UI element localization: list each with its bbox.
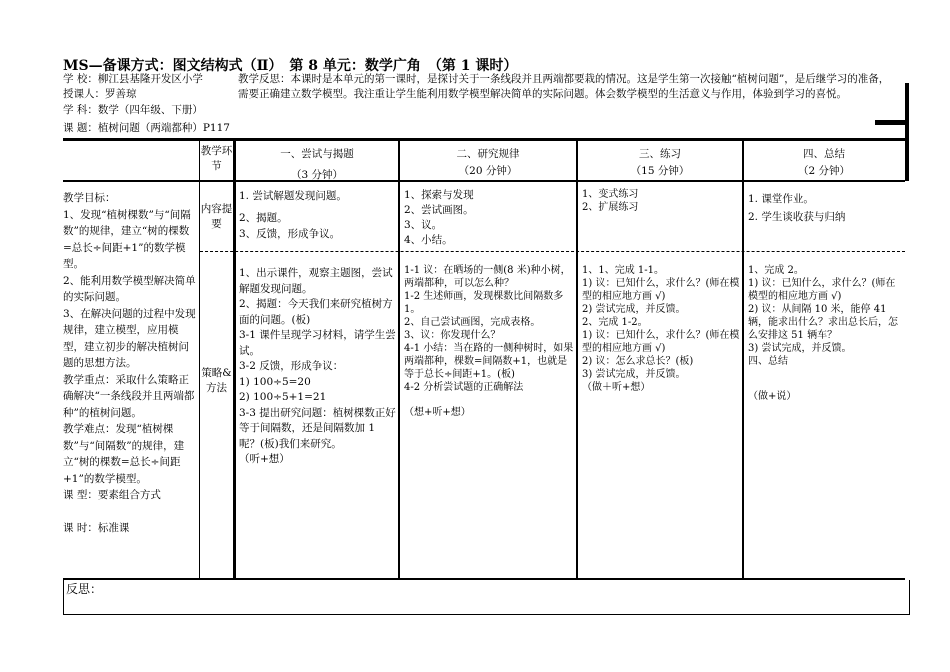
strategy-item: 2、自己尝试画图，完成表格。 bbox=[404, 317, 541, 328]
content-item: 3、反馈，形成争议。 bbox=[239, 228, 341, 240]
row-divider bbox=[200, 251, 905, 252]
col3-header bbox=[578, 147, 742, 179]
col4-header bbox=[744, 147, 904, 179]
col1-title: 一、尝试与揭题 bbox=[280, 148, 354, 160]
strategy-col3 bbox=[582, 264, 740, 394]
objective-3: 3、在解决问题的过程中发现规律，建立模型，应用模型，建立初步的解决植树问题的思想方法。 bbox=[63, 307, 196, 369]
strategy-item: 1) 议：已知什么，求什么？(师在模型的相应地方画 √) bbox=[582, 330, 740, 354]
strategy-item: 1) 议：已知什么，求什么？(师在模型的相应地方画 √) bbox=[748, 278, 896, 302]
objective-2: 2、能利用数学模型解决简单的实际问题。 bbox=[63, 274, 196, 303]
strategy-item: 4-2 分析尝试题的正确解法 bbox=[404, 382, 524, 393]
strategy-col2 bbox=[404, 264, 576, 419]
content-item: 1. 尝试解题发现问题。 bbox=[239, 190, 347, 202]
reflection-box[interactable] bbox=[63, 580, 910, 615]
col2-title: 二、研究规律 bbox=[456, 148, 520, 160]
content-col1 bbox=[239, 188, 396, 242]
content-item: 1. 课堂作业。 bbox=[748, 193, 814, 205]
decor-bar-right bbox=[905, 83, 909, 181]
strategy-item: 2、揭题：今天我们来研究植树方面的问题。(板) bbox=[239, 298, 393, 326]
col4-title: 四、总结 bbox=[803, 148, 845, 160]
objectives bbox=[63, 190, 196, 536]
row-label-content: 内容提要 bbox=[200, 203, 233, 230]
content-col4 bbox=[748, 190, 902, 226]
strategy-item: 3-1 课件呈现学习材料，请学生尝试。 bbox=[239, 329, 396, 357]
content-item: 2、尝试画图。 bbox=[404, 204, 474, 216]
header-bottom-border bbox=[63, 180, 905, 182]
strategy-item: 3) 尝试完成，并反馈。 bbox=[748, 343, 852, 354]
page-title: MS—备课方式：图文结构式（Ⅱ） 第 8 单元：数学广角 （第 1 课时） bbox=[63, 58, 518, 74]
col4-time: （2 分钟） bbox=[797, 165, 851, 177]
strategy-item: 1、完成 2。 bbox=[748, 265, 804, 276]
col2-header bbox=[400, 147, 576, 179]
content-item: 1、变式练习 bbox=[582, 189, 639, 200]
strategy-item: 4-1 小结：当在路的一侧种树时，如果两端都种，棵数=间隔数+1，也就是等于总长÷间距+1。(板) bbox=[404, 343, 574, 380]
col2-time: （20 分钟） bbox=[458, 165, 518, 177]
strategy-item: 1-1 议：在晒场的一侧(8 米)种小树，两端都种，可以怎么种？ bbox=[404, 265, 571, 289]
table-top-border bbox=[63, 138, 905, 141]
teaching-reflection: 教学反思：本课时是本单元的第一课时，是探讨关于一条线段并且两端都要栽的情况。这是学生第一次接触“植树问题”，是后继学习的准备，需要正确建立数学模型。我注重让学生能利用数学模型解决简单的实际问题。体会数学模型的生活意义与作用，体验到学习的喜悦。 bbox=[238, 73, 890, 100]
strategy-item: 3) 尝试完成，并反馈。 bbox=[582, 369, 686, 380]
strategy-item: （做＋听+想） bbox=[582, 382, 651, 393]
strategy-item: 3-3 提出研究问题：植树棵数正好等于间隔数，还是间隔数加 1 呢？(板)我们来研究。 bbox=[239, 406, 396, 450]
col-line-5 bbox=[742, 141, 744, 578]
content-col2 bbox=[404, 188, 574, 248]
col3-time: （15 分钟） bbox=[630, 165, 690, 177]
preparer-label: 授课人：罗善琼 bbox=[63, 88, 137, 100]
col1-header bbox=[236, 147, 398, 183]
content-item: 4、小结。 bbox=[404, 234, 453, 246]
phase-header: 教学环节 bbox=[200, 145, 233, 172]
strategy-item: 1) 100÷5=20 bbox=[239, 375, 311, 388]
topic-label: 课 题：植树问题（两端都种）P117 bbox=[63, 122, 230, 134]
strategy-item: （想+听+想） bbox=[404, 407, 471, 418]
key-point: 教学重点：采取什么策略正确解决“一条线段并且两端都种”的植树问题。 bbox=[63, 373, 195, 419]
strategy-item: （听+想） bbox=[239, 453, 290, 465]
strategy-item: （做+说） bbox=[748, 391, 797, 402]
strategy-item: 1、1、完成 1-1。 bbox=[582, 265, 665, 276]
subject-label: 学 科：数学（四年级、下册） bbox=[63, 104, 203, 116]
lesson-type: 课 型：要素组合方式 bbox=[63, 489, 161, 501]
decor-bar-top bbox=[875, 120, 905, 125]
strategy-item: 1-2 生述师画，发现棵数比间隔数多 1。 bbox=[404, 291, 564, 315]
objectives-heading: 教学目标： bbox=[63, 192, 116, 204]
strategy-item: 2) 议：怎么求总长？(板) bbox=[582, 356, 694, 367]
col3-title: 三、练习 bbox=[639, 148, 681, 160]
strategy-col4 bbox=[748, 264, 904, 403]
strategy-item: 2、完成 1-2。 bbox=[582, 317, 648, 328]
content-item: 2、揭题。 bbox=[239, 212, 288, 224]
reflection-label: 反思： bbox=[66, 582, 103, 596]
school-label: 学 校：柳江县基隆开发区小学 bbox=[63, 73, 203, 85]
row-label-strategy: 策略&方法 bbox=[201, 367, 232, 394]
strategy-item: 1、出示课件，观察主题图，尝试解题发现问题。 bbox=[239, 267, 393, 295]
strategy-item: 四、总结 bbox=[748, 356, 788, 367]
strategy-item: 2) 议：从间隔 10 米，能停 41 辆，能求出什么？求出总长后，怎么安排这 51 辆车？ bbox=[748, 304, 898, 341]
content-item: 3、议。 bbox=[404, 219, 443, 231]
difficulty: 教学难点：发现“植树棵数”与“间隔数”的规律，建立“树的棵数=总长÷间距+1”的数学模型。 bbox=[63, 423, 185, 485]
strategy-item: 2) 尝试完成，并反馈。 bbox=[582, 304, 686, 315]
content-item: 1、探索与发现 bbox=[404, 189, 474, 201]
col-line-2 bbox=[233, 141, 236, 578]
content-item: 2. 学生谈收获与归纳 bbox=[748, 211, 846, 223]
col1-time: （3 分钟） bbox=[290, 169, 344, 181]
strategy-item: 1) 议：已知什么，求什么？(师在模型的相应地方画 √) bbox=[582, 278, 740, 302]
strategy-item: 3、议：你发现什么？ bbox=[404, 330, 501, 341]
strategy-item: 3-2 反馈，形成争议： bbox=[239, 360, 344, 372]
objective-1: 1、发现“植树棵数”与“间隔数”的规律，建立“树的棵数=总长÷间距+1”的数学模型。 bbox=[63, 208, 191, 270]
lesson-hours: 课 时：标准课 bbox=[63, 521, 130, 534]
strategy-item: 2) 100÷5+1=21 bbox=[239, 391, 327, 403]
content-col3 bbox=[582, 188, 740, 214]
col-line-4 bbox=[576, 141, 578, 578]
col-line-3 bbox=[398, 141, 400, 578]
content-item: 2、扩展练习 bbox=[582, 202, 639, 213]
strategy-col1 bbox=[239, 266, 396, 468]
